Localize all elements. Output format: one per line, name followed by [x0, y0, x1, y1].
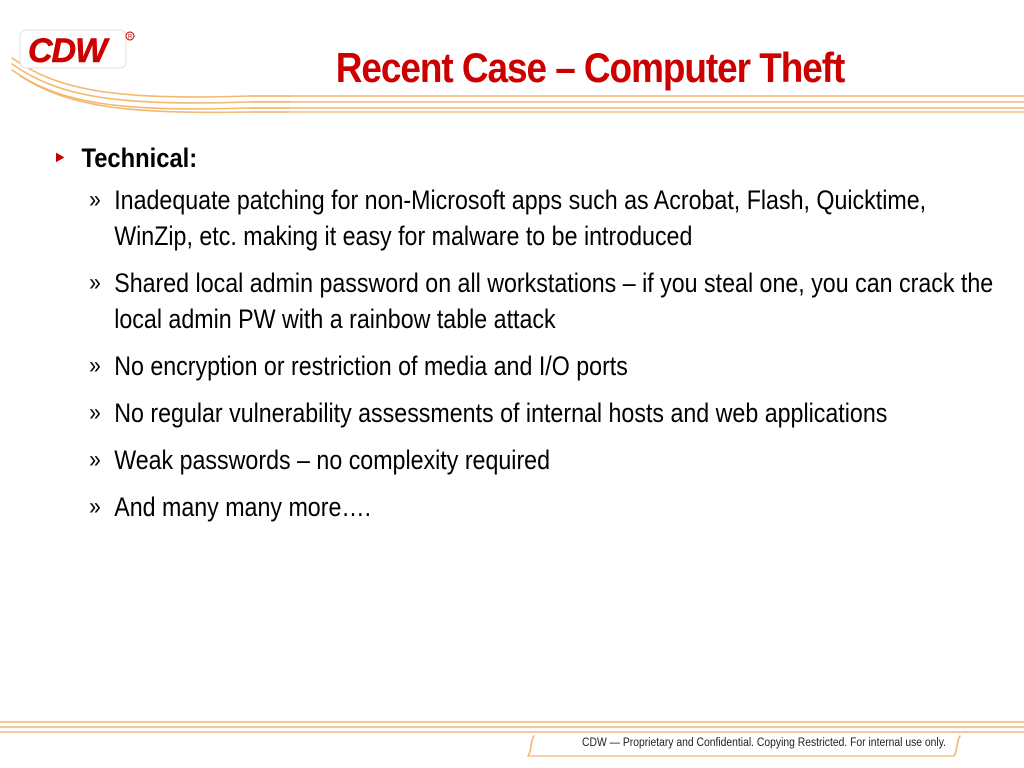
- raquo-icon: »: [89, 399, 101, 426]
- bullet-text: Weak passwords – no complexity required: [114, 445, 551, 475]
- bullet-text: Shared local admin password on all workstations – if you steal one, you can crack the local admin PW with a rainbow table attack: [114, 268, 994, 334]
- raquo-icon: »: [89, 352, 101, 379]
- list-item: [48, 182, 1000, 254]
- bullet-text: No encryption or restriction of media and I/O ports: [114, 351, 628, 381]
- raquo-icon: »: [89, 186, 101, 213]
- section-heading: Technical:: [81, 143, 198, 173]
- triangle-arrow-icon: ►: [53, 149, 68, 166]
- raquo-icon: »: [89, 493, 101, 520]
- list-item: [48, 265, 1000, 337]
- section-technical: [48, 140, 884, 176]
- slide-title: Recent Case – Computer Theft: [335, 44, 845, 91]
- bullet-text: No regular vulnerability assessments of internal hosts and web applications: [114, 398, 888, 428]
- list-item: [48, 442, 1000, 478]
- raquo-icon: »: [89, 269, 101, 296]
- raquo-icon: »: [89, 446, 101, 473]
- list-item: [48, 489, 1000, 525]
- bullet-text: Inadequate patching for non-Microsoft apps such as Acrobat, Flash, Quicktime, WinZip, etc. making it easy for malware to be introduced: [114, 185, 927, 251]
- list-item: [48, 348, 1000, 384]
- bullet-list: [48, 182, 998, 525]
- slide-content: [48, 140, 998, 536]
- logo-text: CDW: [28, 32, 107, 70]
- cdw-logo: [16, 18, 138, 80]
- bullet-text: And many many more….: [114, 492, 372, 522]
- footer-confidentiality: CDW — Proprietary and Confidential. Copying Restricted. For internal use only.: [582, 737, 946, 749]
- svg-text:R: R: [128, 34, 133, 41]
- list-item: [48, 395, 1000, 431]
